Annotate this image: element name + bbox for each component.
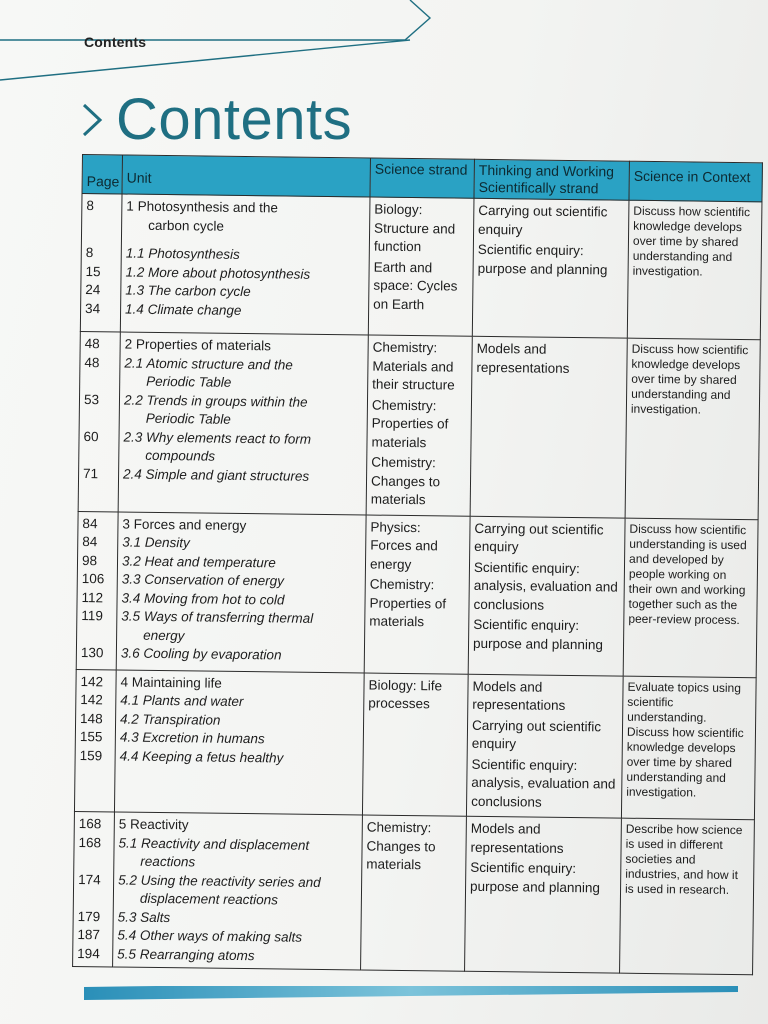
lesson-title: 1.3 The carbon cycle bbox=[125, 282, 251, 300]
table-row bbox=[73, 811, 755, 974]
unit-title-cont: carbon cycle bbox=[148, 217, 225, 234]
twss-text: Models and representations bbox=[476, 340, 570, 376]
lesson-title: 3.5 Ways of transferring thermal bbox=[121, 608, 314, 626]
strand-text: Earth and space: Cycles on Earth bbox=[373, 259, 458, 312]
twss-text: Carrying out scientific enquiry bbox=[471, 717, 602, 752]
twss-text: Scientific enquiry: analysis, evaluation and conclusions bbox=[471, 756, 616, 810]
twss-text: Models and representations bbox=[472, 678, 566, 713]
strand-text: Chemistry: Changes to materials bbox=[370, 454, 441, 508]
unit-title: 2 Properties of materials bbox=[124, 336, 272, 354]
page-number: 98 bbox=[81, 552, 98, 568]
page-number: 34 bbox=[85, 300, 101, 316]
col-header-twss: Thinking and Working Scientifically strand bbox=[474, 159, 629, 200]
page-number: 119 bbox=[81, 608, 103, 624]
page-number: 142 bbox=[80, 673, 104, 689]
lesson-title: 2.3 Why elements react to form bbox=[123, 429, 312, 447]
page-number: 187 bbox=[77, 927, 101, 943]
unit-cell bbox=[114, 669, 364, 815]
lesson-title: 3.1 Density bbox=[122, 534, 190, 551]
strand-text: Physics: Forces and energy bbox=[369, 519, 438, 572]
strand-text: Biology: Life processes bbox=[368, 677, 443, 712]
lesson-title-cont: Periodic Table bbox=[146, 373, 232, 390]
twss-text: Models and representations bbox=[470, 820, 564, 856]
table-row bbox=[76, 511, 758, 677]
page-number: 159 bbox=[79, 747, 103, 763]
lesson-title-cont: reactions bbox=[140, 853, 196, 870]
page-cell bbox=[76, 511, 118, 669]
col-header-unit: Unit bbox=[122, 155, 370, 197]
page-number: 106 bbox=[81, 571, 105, 587]
twss-text: Carrying out scientific enquiry bbox=[474, 520, 604, 555]
page-number: 112 bbox=[81, 589, 104, 605]
page-number: 8 bbox=[85, 245, 94, 261]
page-cell bbox=[80, 194, 122, 332]
twss-cell bbox=[470, 336, 627, 517]
context-cell: Evaluate topics using scientific understanding. Discuss how scientific knowledge develops over time by shared understanding and investigation. bbox=[621, 676, 756, 820]
context-cell: Describe how science is used in different societies and industries, and how it is used in research. bbox=[620, 818, 755, 975]
lesson-title: 3.3 Conservation of energy bbox=[121, 571, 284, 589]
page-number: 174 bbox=[78, 871, 101, 887]
strand-cell bbox=[366, 335, 472, 516]
page-number: 48 bbox=[84, 336, 100, 352]
page-number: 71 bbox=[83, 465, 99, 481]
context-cell: Discuss how scientific knowledge develops over time by shared understanding and investigation. bbox=[625, 338, 760, 519]
page-number: 84 bbox=[82, 515, 98, 531]
unit-cell bbox=[116, 511, 366, 672]
table-row bbox=[80, 194, 762, 340]
twss-text: Scientific enquiry: purpose and planning bbox=[477, 241, 608, 277]
page-number: 179 bbox=[77, 908, 101, 924]
contents-table bbox=[72, 154, 762, 975]
strand-text: Chemistry: Materials and their structure bbox=[372, 339, 455, 393]
footer-color-bar bbox=[84, 986, 738, 1000]
strand-text: Biology: Structure and function bbox=[373, 201, 456, 255]
table-row bbox=[74, 669, 756, 820]
unit-cell bbox=[113, 812, 363, 970]
page-number: 142 bbox=[80, 692, 103, 708]
unit-title: 5 Reactivity bbox=[118, 816, 189, 833]
lesson-title: 2.1 Atomic structure and the bbox=[124, 355, 293, 373]
twss-cell bbox=[466, 674, 623, 818]
page-number: 194 bbox=[77, 945, 100, 961]
twss-text: Scientific enquiry: purpose and planning bbox=[472, 616, 603, 652]
lesson-title: 1.1 Photosynthesis bbox=[125, 245, 240, 262]
strand-text: Chemistry: Properties of materials bbox=[371, 397, 449, 450]
lesson-title: 1.2 More about photosynthesis bbox=[125, 264, 311, 282]
lesson-title: 4.4 Keeping a fetus healthy bbox=[119, 748, 284, 766]
chevron-right-icon bbox=[78, 99, 106, 141]
context-cell: Discuss how scientific understanding is used and developed by people working on their own and working together such as the peer-review process. bbox=[623, 518, 758, 678]
unit-title: 1 Photosynthesis and the bbox=[126, 198, 279, 216]
twss-text: Scientific enquiry: purpose and planning bbox=[469, 859, 601, 895]
lesson-title: 4.3 Excretion in humans bbox=[119, 729, 265, 747]
page-number: 84 bbox=[82, 534, 98, 550]
col-header-context: Science in Context bbox=[629, 161, 762, 202]
unit-cell bbox=[118, 332, 368, 515]
page-number: 24 bbox=[85, 282, 101, 298]
page-title: Contents bbox=[116, 87, 353, 152]
twss-cell bbox=[472, 198, 629, 338]
lesson-title-cont: displacement reactions bbox=[139, 890, 279, 908]
page-number: 8 bbox=[86, 198, 94, 214]
lesson-title: 5.2 Using the reactivity series and bbox=[118, 871, 321, 890]
page-number: 168 bbox=[78, 816, 102, 832]
page-number: 168 bbox=[78, 834, 102, 850]
page-cell bbox=[74, 669, 116, 812]
lesson-title: 4.2 Transpiration bbox=[120, 711, 221, 728]
col-header-strand: Science strand bbox=[370, 158, 474, 198]
lesson-title: 5.4 Other ways of making salts bbox=[117, 927, 303, 945]
strand-cell bbox=[364, 514, 470, 673]
lesson-title: 5.3 Salts bbox=[117, 908, 171, 925]
lesson-title: 3.4 Moving from hot to cold bbox=[121, 590, 285, 608]
twss-text: Scientific enquiry: analysis, evaluation and conclusions bbox=[473, 559, 618, 613]
page-number: 155 bbox=[79, 729, 103, 745]
running-header: Contents bbox=[84, 34, 147, 50]
strand-text: Chemistry: Properties of materials bbox=[369, 576, 447, 630]
lesson-title: 4.1 Plants and water bbox=[120, 692, 244, 710]
page-number: 15 bbox=[85, 263, 101, 279]
lesson-title: 3.2 Heat and temperature bbox=[121, 553, 276, 570]
twss-cell bbox=[465, 816, 622, 973]
unit-title: 4 Maintaining life bbox=[120, 674, 222, 691]
page-number: 53 bbox=[83, 391, 100, 407]
lesson-title: 3.6 Cooling by evaporation bbox=[120, 645, 282, 663]
page-number: 130 bbox=[80, 645, 104, 661]
page-number: 48 bbox=[84, 354, 100, 370]
lesson-title-cont: compounds bbox=[145, 447, 216, 464]
twss-cell bbox=[468, 516, 625, 676]
strand-text: Chemistry: Changes to materials bbox=[366, 819, 436, 873]
lesson-title: 5.1 Reactivity and displacement bbox=[118, 834, 310, 853]
lesson-title: 2.4 Simple and giant structures bbox=[123, 466, 310, 484]
page-cell bbox=[78, 331, 120, 511]
header-tab-shape bbox=[0, 0, 440, 90]
strand-cell bbox=[361, 815, 467, 971]
context-cell: Discuss how scientific knowledge develops over time by shared understanding and investigation. bbox=[627, 200, 762, 340]
lesson-title: 1.4 Climate change bbox=[125, 301, 242, 318]
strand-cell bbox=[368, 197, 474, 336]
unit-title: 3 Forces and energy bbox=[122, 516, 247, 533]
col-header-page: Page bbox=[82, 155, 122, 194]
lesson-title: 2.2 Trends in groups within the bbox=[123, 392, 308, 410]
table-row bbox=[78, 331, 760, 519]
lesson-title: 5.5 Rearranging atoms bbox=[117, 945, 255, 963]
twss-text: Carrying out scientific enquiry bbox=[478, 202, 608, 237]
page-cell bbox=[73, 811, 115, 966]
lesson-title-cont: energy bbox=[143, 627, 185, 643]
strand-cell bbox=[362, 672, 468, 816]
page-number: 148 bbox=[80, 710, 103, 726]
title-row bbox=[78, 86, 352, 153]
unit-cell bbox=[120, 194, 370, 335]
page-number: 60 bbox=[83, 428, 99, 444]
lesson-title-cont: Periodic Table bbox=[145, 410, 231, 427]
